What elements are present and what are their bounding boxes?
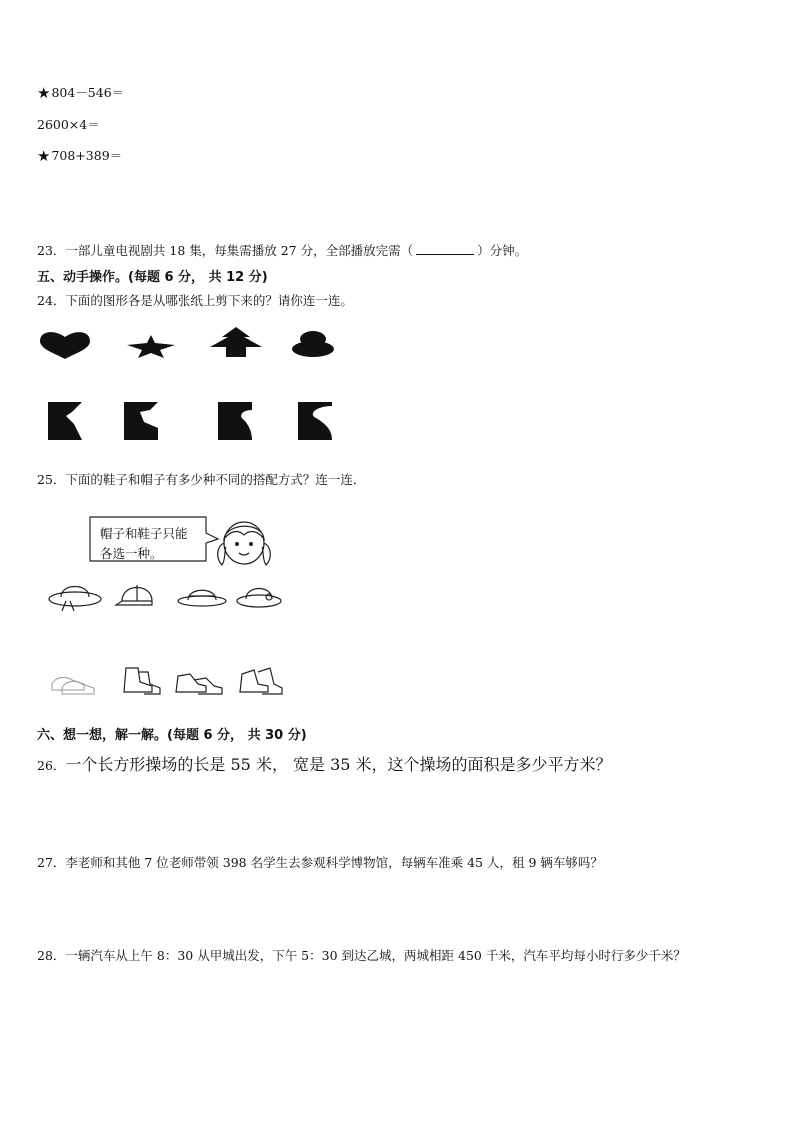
question-26 bbox=[37, 752, 612, 775]
answer-blank[interactable] bbox=[416, 243, 474, 255]
arrow-tree-shape bbox=[210, 327, 262, 357]
shoes-row bbox=[48, 662, 288, 698]
fedora-hat bbox=[178, 590, 226, 606]
hiking-boots bbox=[240, 668, 282, 694]
question-23-text: 23．一部儿童电视剧共 18 集，每集需播放 27 分，全部播放完需（ bbox=[37, 243, 414, 258]
section-5-heading: 五、动手操作。(每题 6 分， 共 12 分) bbox=[37, 270, 268, 285]
question-25: 25．下面的鞋子和帽子有多少种不同的搭配方式？连一连． bbox=[37, 472, 366, 487]
hats-row bbox=[44, 575, 289, 615]
paper-piece-4 bbox=[298, 402, 332, 440]
calc-expression: 708+389＝ bbox=[51, 148, 123, 163]
calc-line-2 bbox=[37, 115, 100, 133]
question-23 bbox=[37, 241, 527, 259]
sneakers bbox=[52, 677, 94, 694]
bubble-line-2: 各选一种。 bbox=[100, 546, 163, 561]
heart-shape bbox=[40, 332, 90, 359]
star-shape bbox=[127, 335, 175, 358]
calc-expression: 804－546＝ bbox=[51, 85, 125, 100]
question-27: 27．李老师和其他 7 位老师带领 398 名学生去参观科学博物馆，每辆车准乘 45 人，租 9 辆车够吗？ bbox=[37, 855, 603, 870]
calc-line-3 bbox=[37, 146, 122, 165]
question-24: 24．下面的图形各是从哪张纸上剪下来的？请你连一连。 bbox=[37, 293, 353, 308]
rounded-blob-shape bbox=[292, 331, 334, 357]
bubble-line-1: 帽子和鞋子只能 bbox=[100, 526, 188, 541]
question-26-number: 26． bbox=[37, 758, 66, 773]
question-23-suffix: ）分钟。 bbox=[477, 243, 528, 258]
paper-pieces-row bbox=[46, 400, 346, 442]
star-icon: ★ bbox=[37, 84, 51, 102]
boots bbox=[124, 668, 160, 694]
question-28: 28．一辆汽车从上午 8：30 从甲城出发，下午 5：30 到达乙城，两城相距 450 千米，汽车平均每小时行多少千米？ bbox=[37, 948, 686, 963]
calc-line-1 bbox=[37, 83, 124, 102]
girl-illustration bbox=[212, 513, 276, 571]
paper-piece-3 bbox=[218, 402, 252, 440]
question-26-text: 一个长方形操场的长是 55 米， 宽是 35 米，这个操场的面积是多少平方米？ bbox=[65, 755, 612, 774]
sun-hat-ribbon bbox=[49, 587, 101, 612]
sports-shoes bbox=[176, 674, 222, 694]
paper-piece-1 bbox=[48, 402, 82, 440]
star-icon: ★ bbox=[37, 147, 51, 165]
cut-shapes-row bbox=[36, 325, 346, 365]
flower-hat bbox=[237, 589, 281, 608]
baseball-cap bbox=[116, 585, 152, 605]
speech-bubble-text bbox=[100, 524, 212, 564]
section-6-heading: 六、想一想，解一解。(每题 6 分， 共 30 分) bbox=[37, 728, 307, 743]
paper-piece-2 bbox=[124, 402, 158, 440]
calc-expression: 2600×4＝ bbox=[37, 117, 100, 132]
